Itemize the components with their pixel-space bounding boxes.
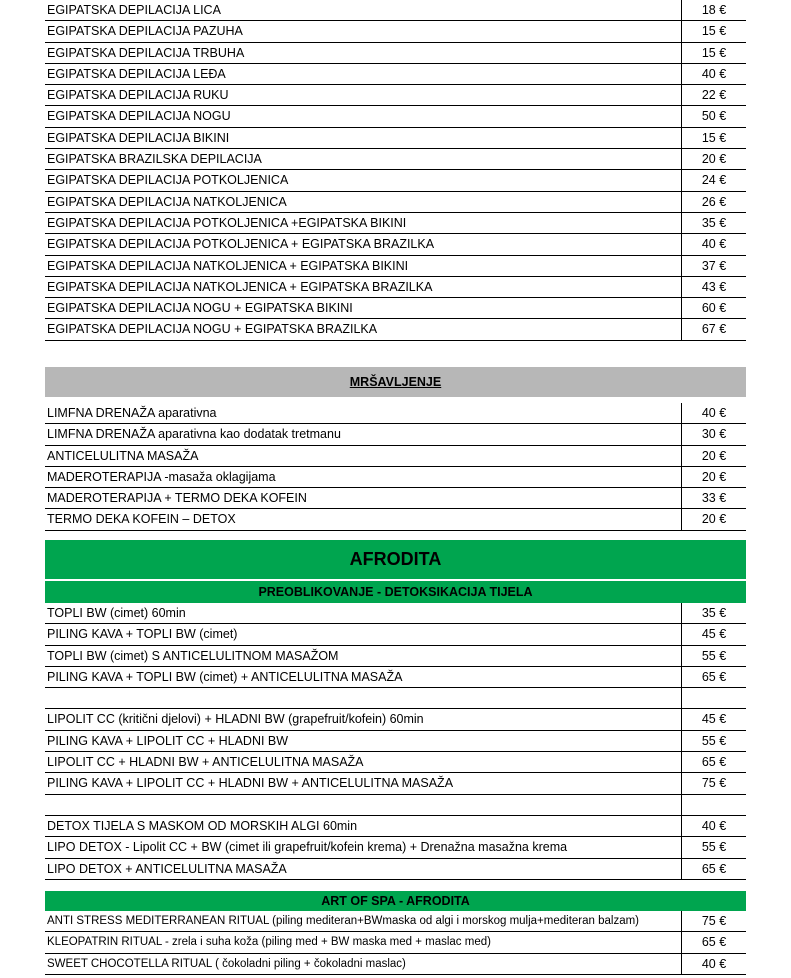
service-price: 15 € (681, 128, 746, 148)
service-name: EGIPATSKA DEPILACIJA NOGU + EGIPATSKA BRAZILKA (47, 322, 378, 337)
table-row (45, 911, 746, 932)
service-name: LIPOLIT CC + HLADNI BW + ANTICELULITNA MASAŽA (47, 755, 364, 770)
section-title: AFRODITA (45, 540, 746, 581)
service-price: 55 € (681, 731, 746, 751)
service-price (681, 795, 746, 815)
table-row (45, 319, 746, 340)
service-price: 18 € (681, 0, 746, 20)
service-price: 35 € (681, 213, 746, 233)
service-price: 45 € (681, 709, 746, 729)
service-name: EGIPATSKA DEPILACIJA POTKOLJENICA +EGIPATSKA BIKINI (47, 215, 407, 230)
table-row (45, 488, 746, 509)
afrodita-table (45, 540, 746, 880)
service-name: EGIPATSKA DEPILACIJA BIKINI (47, 130, 230, 145)
table-row (45, 149, 746, 170)
table-row (45, 837, 746, 858)
service-name: LIMFNA DRENAŽA aparativna kao dodatak tretmanu (47, 427, 341, 442)
service-price: 65 € (681, 667, 746, 687)
table-row (45, 64, 746, 85)
service-name: LIPO DETOX - Lipolit CC + BW (cimet ili grapefruit/kofein krema) + Drenažna masažna krema (47, 840, 568, 855)
service-price: 67 € (681, 319, 746, 339)
table-row (45, 624, 746, 645)
art-of-spa-table (45, 891, 746, 975)
service-name: EGIPATSKA BRAZILSKA DEPILACIJA (47, 152, 262, 167)
service-name: TOPLI BW (cimet) 60min (47, 606, 186, 620)
service-price: 60 € (681, 298, 746, 318)
section-subtitle: PREOBLIKOVANJE - DETOKSIKACIJA TIJELA (45, 581, 746, 603)
table-row (45, 816, 746, 837)
service-price: 37 € (681, 256, 746, 276)
table-row (45, 446, 746, 467)
table-row (45, 213, 746, 234)
mrsavljenje-table (45, 367, 746, 531)
service-name: SWEET CHOCOTELLA RITUAL ( čokoladni piling + čokoladni maslac) (47, 957, 406, 970)
service-price: 75 € (681, 773, 746, 793)
service-name: EGIPATSKA DEPILACIJA NATKOLJENICA (47, 194, 287, 209)
service-name: KLEOPATRIN RITUAL - zrela i suha koža (piling med + BW maska med + maslac med) (47, 936, 491, 949)
table-row (45, 646, 746, 667)
service-price: 26 € (681, 192, 746, 212)
table-row (45, 0, 746, 21)
service-price: 20 € (681, 149, 746, 169)
service-price: 15 € (681, 43, 746, 63)
service-name: PILING KAVA + TOPLI BW (cimet) + ANTICELULITNA MASAŽA (47, 669, 403, 684)
service-price: 65 € (681, 932, 746, 952)
table-row (45, 773, 746, 794)
table-row (45, 731, 746, 752)
service-price: 30 € (681, 424, 746, 444)
service-price: 24 € (681, 170, 746, 190)
depilacija-table (45, 0, 746, 341)
table-row-empty (45, 688, 746, 709)
service-name: MADEROTERAPIJA -masaža oklagijama (47, 469, 276, 484)
service-name: EGIPATSKA DEPILACIJA LEĐA (47, 66, 226, 81)
service-price: 55 € (681, 646, 746, 666)
table-row (45, 106, 746, 127)
service-name: TERMO DEKA KOFEIN – DETOX (47, 512, 236, 527)
table-row (45, 603, 746, 624)
service-price: 65 € (681, 752, 746, 772)
service-name: DETOX TIJELA S MASKOM OD MORSKIH ALGI 60min (47, 818, 358, 833)
service-price: 35 € (681, 603, 746, 623)
service-price: 15 € (681, 21, 746, 41)
service-price: 65 € (681, 859, 746, 879)
service-name: EGIPATSKA DEPILACIJA NOGU (47, 109, 231, 124)
table-row (45, 21, 746, 42)
table-row (45, 509, 746, 530)
table-row (45, 859, 746, 880)
service-price: 40 € (681, 816, 746, 836)
service-price: 20 € (681, 467, 746, 487)
service-name: LIMFNA DRENAŽA aparativna (47, 406, 217, 420)
service-name: EGIPATSKA DEPILACIJA PAZUHA (47, 24, 243, 39)
service-name: PILING KAVA + LIPOLIT CC + HLADNI BW (47, 733, 289, 748)
service-name: EGIPATSKA DEPILACIJA NATKOLJENICA + EGIPATSKA BIKINI (47, 258, 409, 273)
service-name: PILING KAVA + LIPOLIT CC + HLADNI BW + ANTICELULITNA MASAŽA (47, 776, 454, 791)
service-price: 20 € (681, 509, 746, 529)
service-price: 40 € (681, 954, 746, 974)
table-row (45, 170, 746, 191)
service-name: EGIPATSKA DEPILACIJA RUKU (47, 88, 229, 103)
service-name: EGIPATSKA DEPILACIJA POTKOLJENICA (47, 173, 289, 188)
table-row (45, 424, 746, 445)
section-heading: MRŠAVLJENJE (45, 367, 746, 403)
table-row (45, 467, 746, 488)
service-price: 40 € (681, 234, 746, 254)
table-row (45, 277, 746, 298)
table-row (45, 709, 746, 730)
service-name: PILING KAVA + TOPLI BW (cimet) (47, 627, 238, 642)
service-name: ANTICELULITNA MASAŽA (47, 448, 199, 463)
table-row (45, 932, 746, 953)
service-price: 75 € (681, 911, 746, 931)
table-row-empty (45, 795, 746, 816)
section-subtitle: ART OF SPA - AFRODITA (45, 891, 746, 911)
table-row (45, 954, 746, 975)
table-row (45, 234, 746, 255)
table-row (45, 667, 746, 688)
table-row (45, 192, 746, 213)
table-row (45, 85, 746, 106)
service-price: 43 € (681, 277, 746, 297)
service-price: 22 € (681, 85, 746, 105)
service-price: 45 € (681, 624, 746, 644)
service-name: LIPOLIT CC (kritični djelovi) + HLADNI BW (grapefruit/kofein) 60min (47, 712, 424, 727)
service-price (681, 688, 746, 708)
table-row (45, 128, 746, 149)
service-name: EGIPATSKA DEPILACIJA LICA (47, 3, 221, 17)
service-price: 20 € (681, 446, 746, 466)
service-name: EGIPATSKA DEPILACIJA POTKOLJENICA + EGIPATSKA BRAZILKA (47, 237, 435, 252)
service-name: LIPO DETOX + ANTICELULITNA MASAŽA (47, 861, 287, 876)
table-row (45, 298, 746, 319)
service-name: EGIPATSKA DEPILACIJA NOGU + EGIPATSKA BIKINI (47, 301, 353, 316)
table-row (45, 256, 746, 277)
table-row (45, 43, 746, 64)
service-price: 55 € (681, 837, 746, 857)
service-name: EGIPATSKA DEPILACIJA TRBUHA (47, 45, 245, 60)
service-price: 40 € (681, 64, 746, 84)
service-name: EGIPATSKA DEPILACIJA NATKOLJENICA + EGIPATSKA BRAZILKA (47, 279, 433, 294)
table-row (45, 403, 746, 424)
service-name: MADEROTERAPIJA + TERMO DEKA KOFEIN (47, 491, 307, 506)
service-price: 33 € (681, 488, 746, 508)
service-name: ANTI STRESS MEDITERRANEAN RITUAL (piling mediteran+BWmaska od algi i morskog mulja+mediteran balzam) (47, 915, 640, 927)
service-price: 40 € (681, 403, 746, 423)
service-price: 50 € (681, 106, 746, 126)
service-name: TOPLI BW (cimet) S ANTICELULITNOM MASAŽOM (47, 648, 339, 663)
table-row (45, 752, 746, 773)
